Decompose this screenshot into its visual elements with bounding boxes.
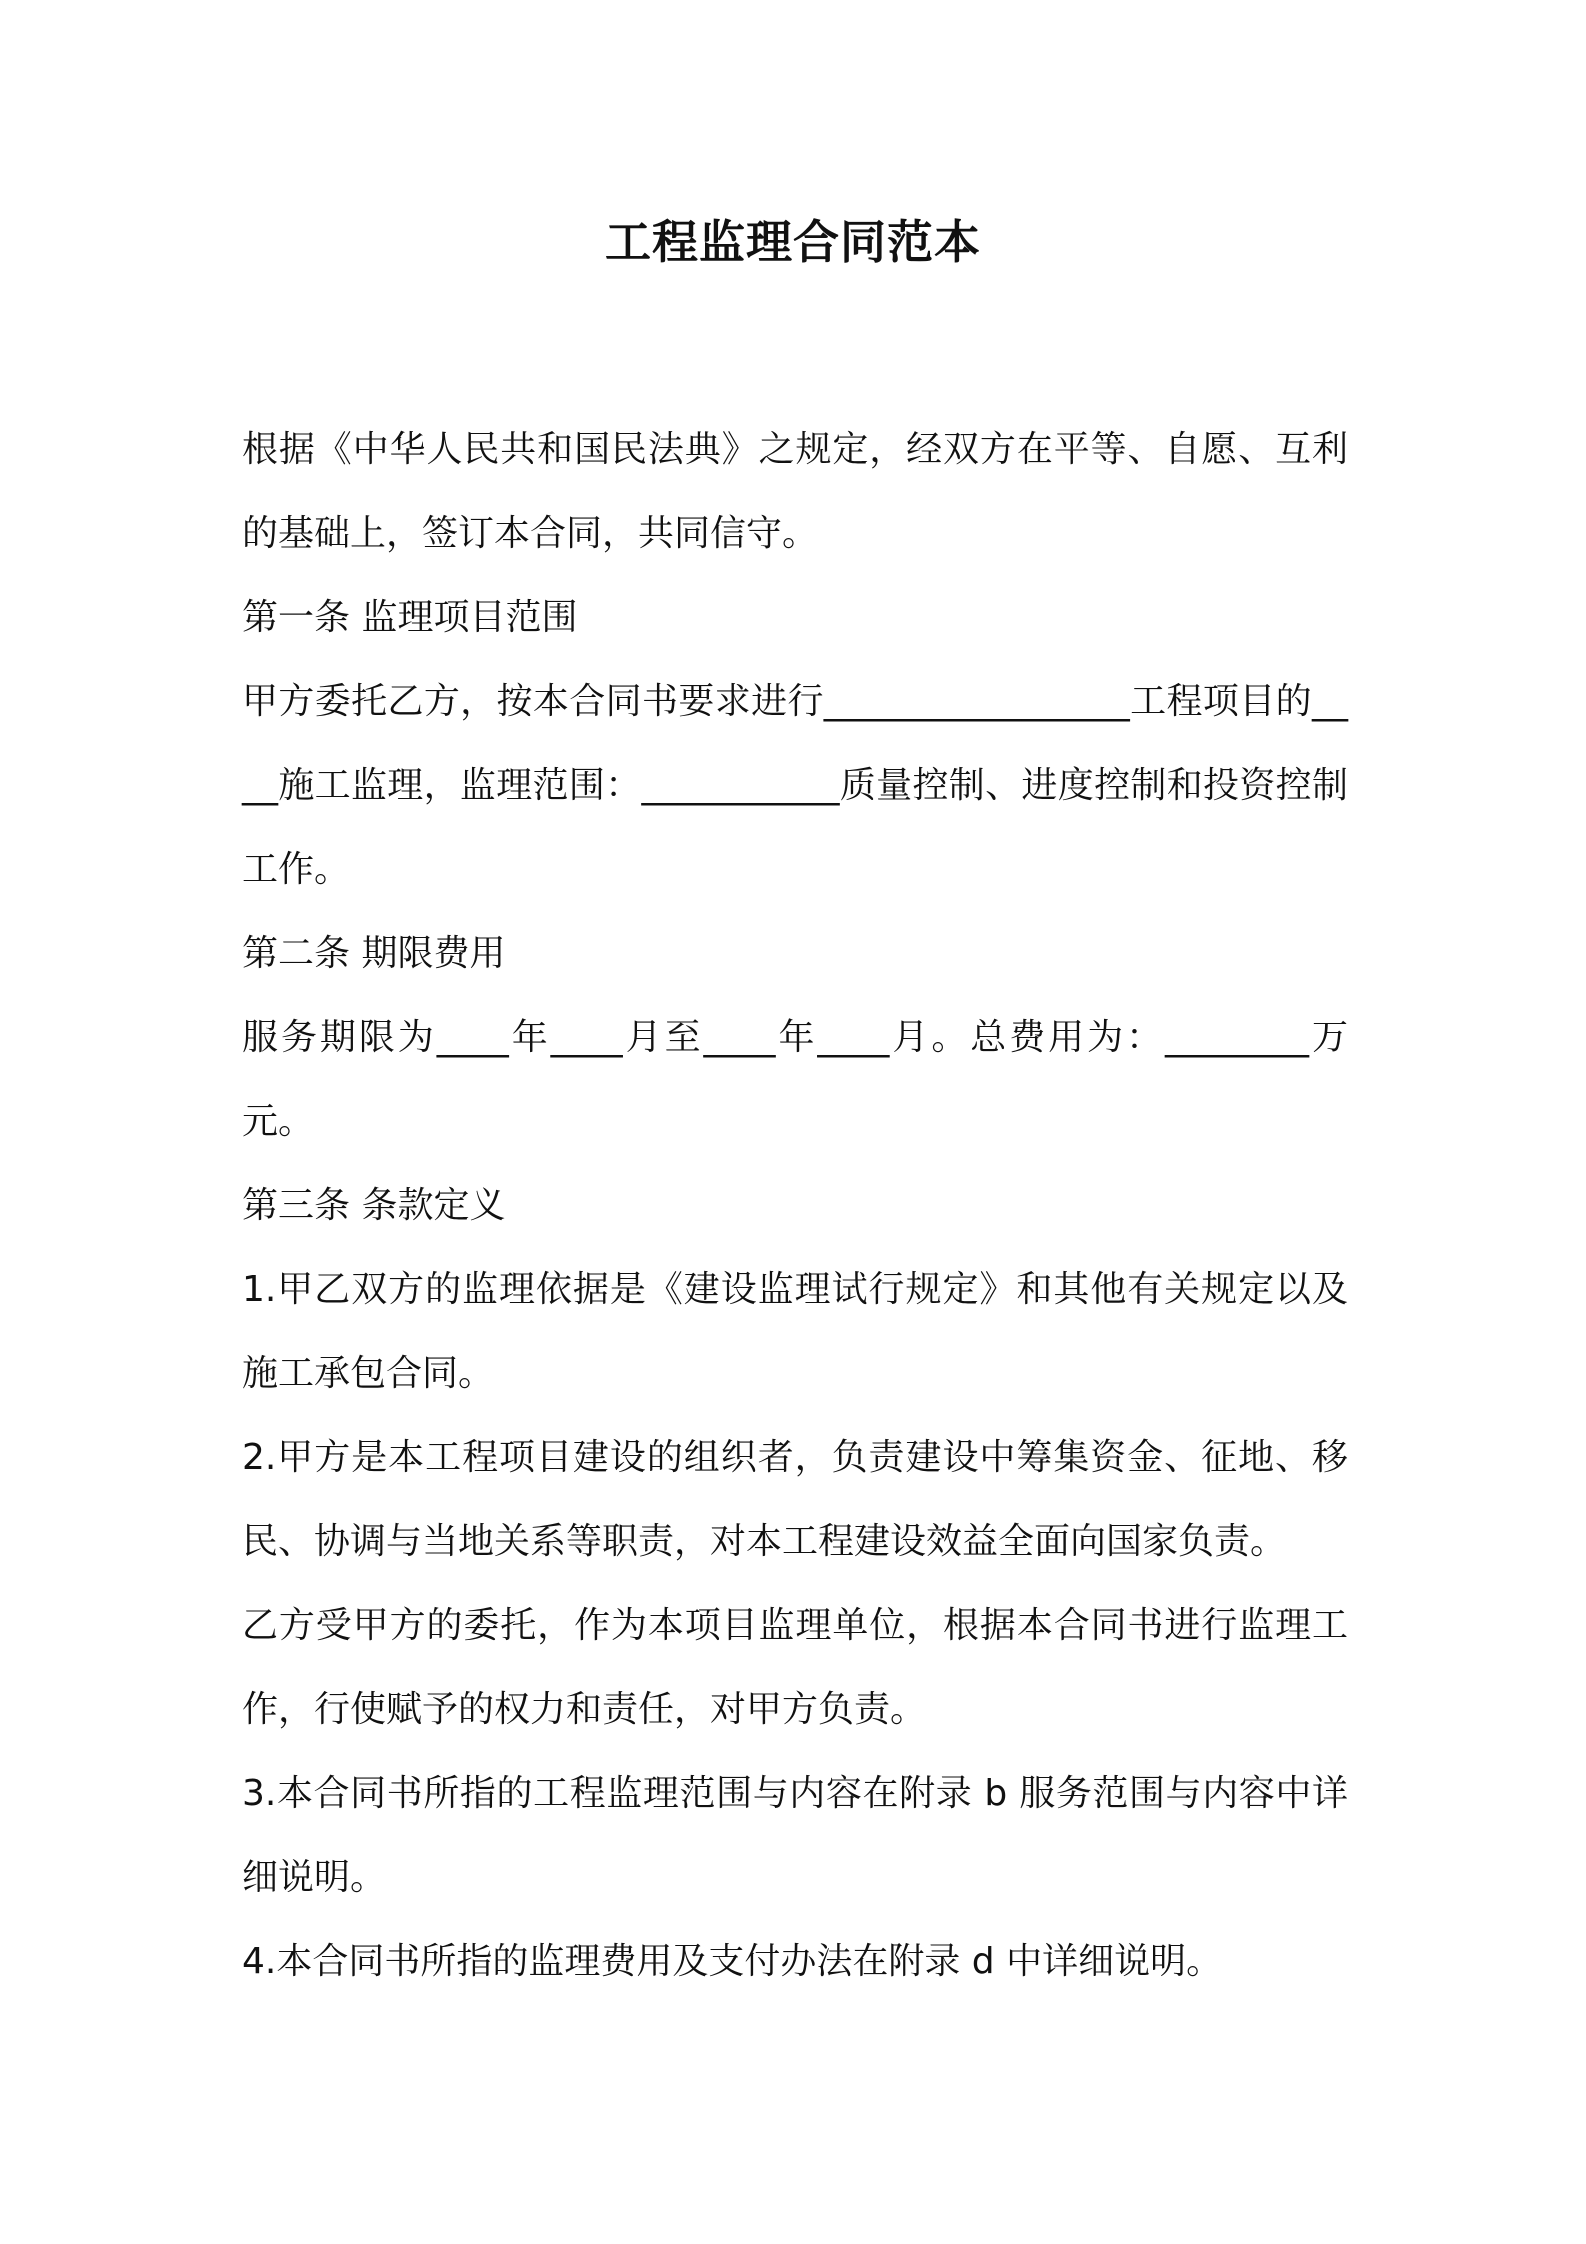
document-title: 工程监理合同范本 bbox=[605, 215, 981, 269]
clause-2-continuation-paragraph: 乙方受甲方的委托，作为本项目监理单位，根据本合同书进行监理工作，行使赋予的权力和责任，对甲方负责。 bbox=[242, 1605, 1348, 1730]
clause-2-paragraph: 2.甲方是本工程项目建设的组织者，负责建设中筹集资金、征地、移民、协调与当地关系等职责，对本工程建设效益全面向国家负责。 bbox=[242, 1437, 1348, 1562]
preamble-paragraph: 根据《中华人民共和国民法典》之规定，经双方在平等、自愿、互利的基础上，签订本合同，共同信守。 bbox=[242, 429, 1348, 554]
clause-1-paragraph: 1.甲乙双方的监理依据是《建设监理试行规定》和其他有关规定以及施工承包合同。 bbox=[242, 1269, 1348, 1394]
clause-3-paragraph: 3.本合同书所指的工程监理范围与内容在附录 b 服务范围与内容中详细说明。 bbox=[242, 1773, 1348, 1898]
article-2-paragraph: 服务期限为____年____月至____年____月。总费用为：________万元。 bbox=[242, 1017, 1348, 1142]
article-3-heading: 第三条 条款定义 bbox=[242, 1185, 506, 1226]
article-1-paragraph: 甲方委托乙方，按本合同书要求进行_________________工程项目的____施工监理，监理范围：___________质量控制、进度控制和投资控制工作。 bbox=[242, 681, 1348, 890]
article-1-heading: 第一条 监理项目范围 bbox=[242, 597, 578, 638]
clause-4-paragraph: 4.本合同书所指的监理费用及支付办法在附录 d 中详细说明。 bbox=[242, 1941, 1223, 1982]
article-2-heading: 第二条 期限费用 bbox=[242, 933, 506, 974]
document-body bbox=[242, 408, 1348, 2004]
